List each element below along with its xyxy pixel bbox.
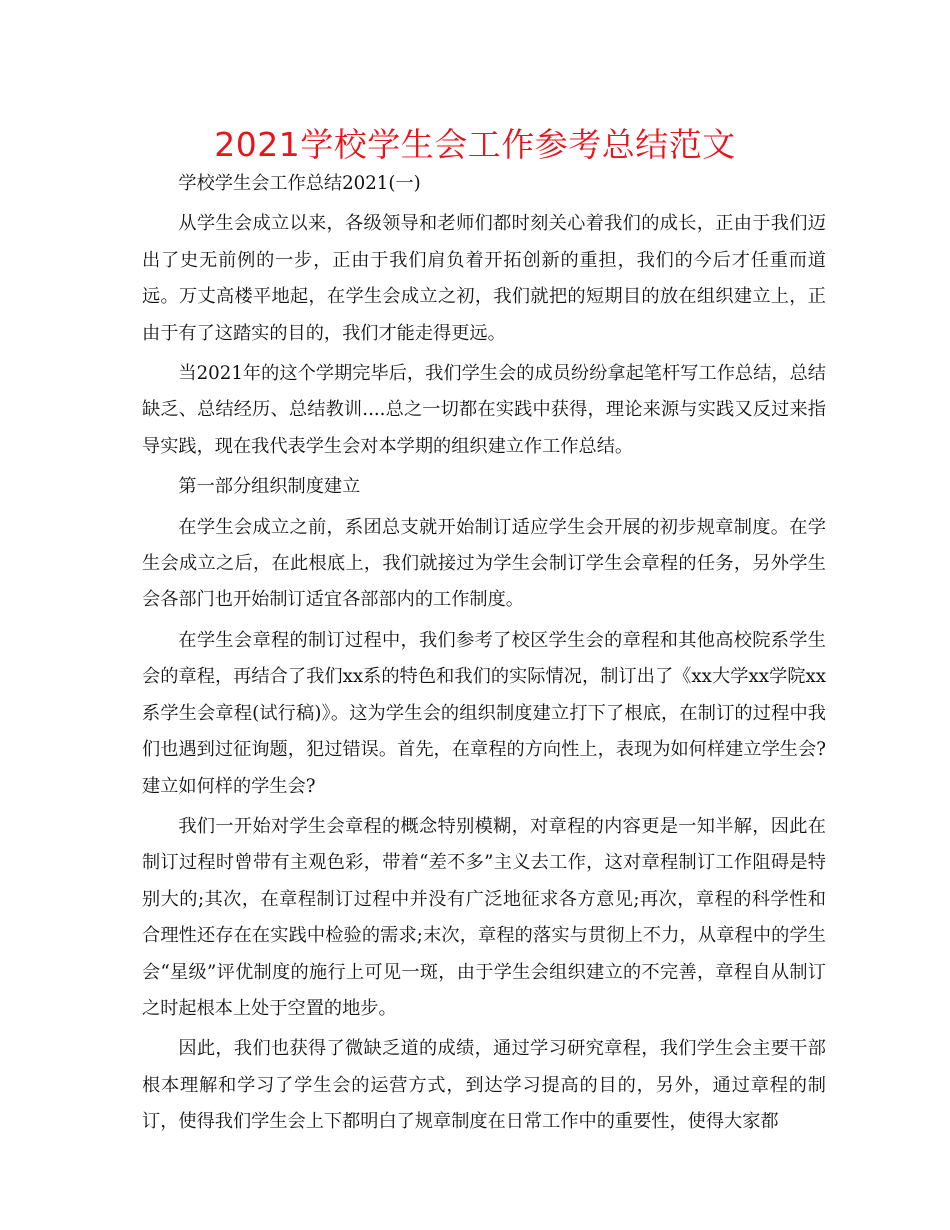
paragraph: 我们一开始对学生会章程的概念特别模糊，对章程的内容更是一知半解，因此在制订过程时曾带有主观色彩，带着“差不多”主义去工作，这对章程制订工作阻碍是特别大的;其次，在章程制订过程中并没有广泛地征求各方意见;再次，章程的科学性和合理性还存在在实践中检验的需求;末次，章程的落实与贯彻上不力，从章程中的学生会“星级”评优制度的施行上可见一斑，由于学生会组织建立的不完善，章程自从制订之时起根本上处于空置的地步。: [142, 815, 826, 1019]
document-body: [142, 166, 826, 1145]
paragraph: 因此，我们也获得了微缺乏道的成绩，通过学习研究章程，我们学生会主要干部根本理解和学习了学生会的运营方式，到达学习提高的目的，另外，通过章程的制订，使得我们学生会上下都明白了规章制度在日常工作中的重要性，使得大家都: [142, 1038, 826, 1133]
paragraph: 从学生会成立以来，各级领导和老师们都时刻关心着我们的成长，正由于我们迈出了史无前例的一步，正由于我们肩负着开拓创新的重担，我们的今后才任重而道远。万丈高楼平地起，在学生会成立之初，我们就把的短期目的放在组织建立上，正由于有了这踏实的目的，我们才能走得更远。: [142, 213, 826, 344]
paragraph: 在学生会成立之前，系团总支就开始制订适应学生会开展的初步规章制度。在学生会成立之后，在此根底上，我们就接过为学生会制订学生会章程的任务，另外学生会各部门也开始制订适宜各部部内的工作制度。: [142, 516, 826, 611]
paragraph: 当2021年的这个学期完毕后，我们学生会的成员纷纷拿起笔杆写工作总结，总结缺乏、总结经历、总结教训....总之一切都在实践中获得，理论来源与实践又反过来指导实践，现在我代表学生会对本学期的组织建立作工作总结。: [142, 363, 826, 457]
document-title: 2021学校学生会工作参考总结范文: [214, 125, 736, 164]
section-subtitle: 学校学生会工作总结2021(一): [178, 173, 421, 194]
section-heading: 第一部分组织制度建立: [178, 476, 361, 498]
paragraph: 在学生会章程的制订过程中，我们参考了校区学生会的章程和其他高校院系学生会的章程，再结合了我们xx系的特色和我们的实际情况，制订出了《xx大学xx学院xx系学生会章程(试行稿)》。这为学生会的组织制度建立打下了根底，在制订的过程中我们也遇到过征询题，犯过错误。首先，在章程的方向性上，表现为如何样建立学生会?建立如何样的学生会?: [142, 629, 826, 797]
